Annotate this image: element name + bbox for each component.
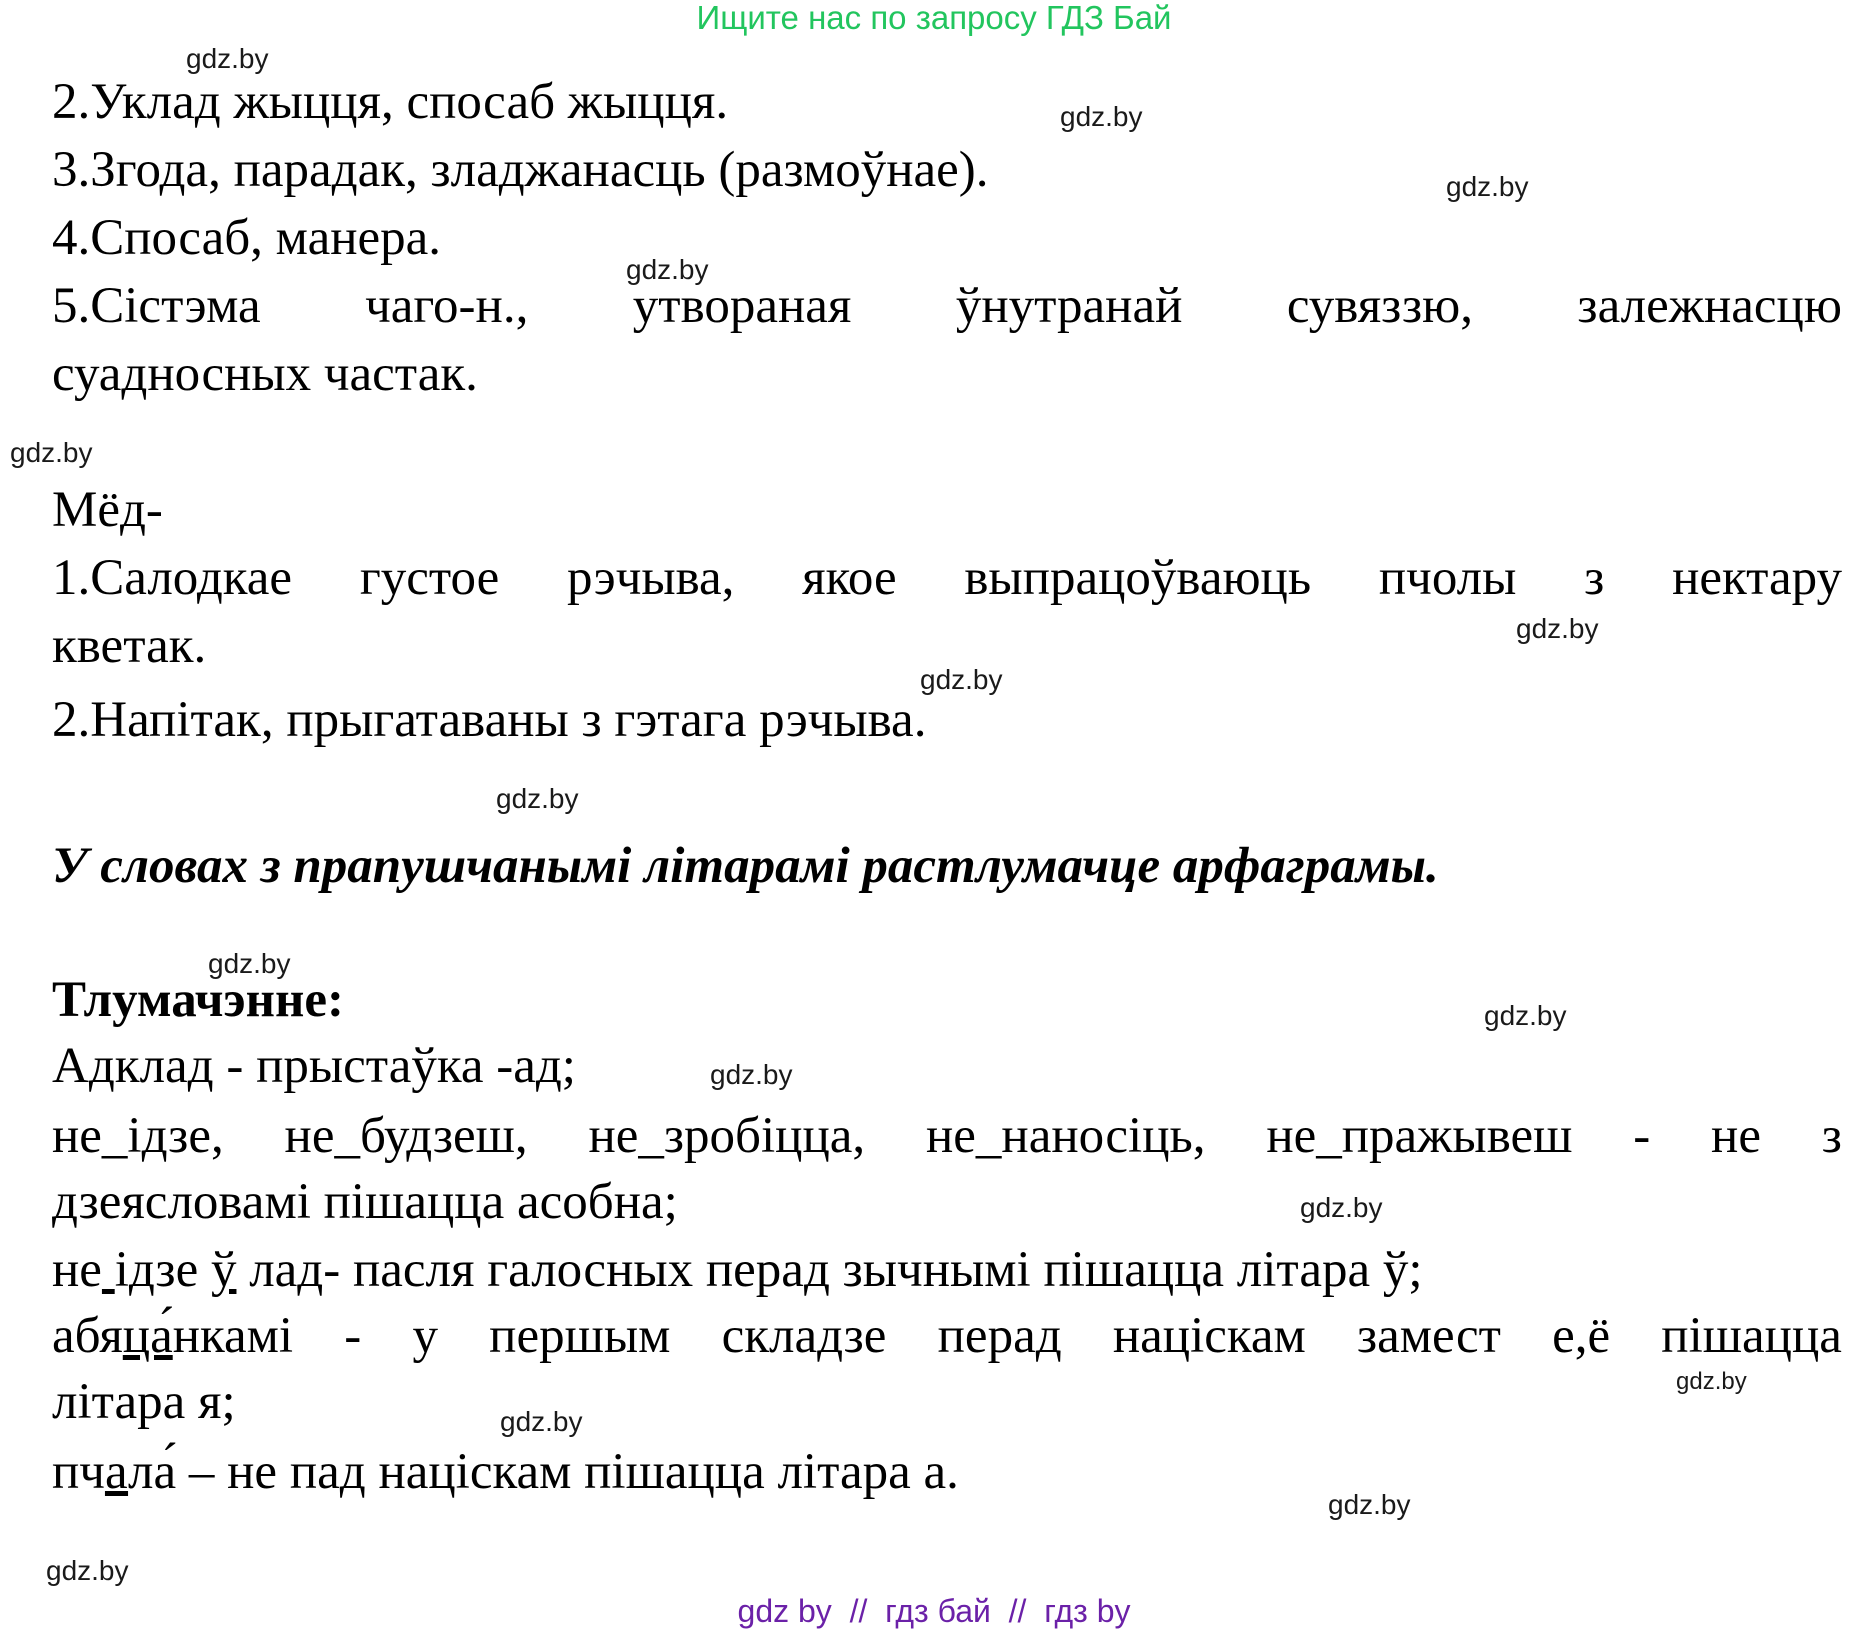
explanation-2: [52, 1106, 1842, 1166]
word: не_пражывеш: [1266, 1108, 1573, 1164]
watermark: gdz.by: [208, 948, 291, 979]
definition-5-continued: суадносных частак.: [52, 346, 478, 402]
watermark: gdz.by: [10, 437, 93, 468]
watermark: gdz.by: [626, 254, 709, 285]
definition-2: 2.Уклад жыцця, спосаб жыцця.: [52, 74, 729, 130]
explanation-4-continued: літара я;: [52, 1374, 236, 1430]
explanation-1: [52, 1036, 1842, 1096]
text: ла́ – не пад націскам пішацца літара а.: [128, 1444, 959, 1500]
word: замест: [1356, 1308, 1501, 1364]
word: 1.Салодкае: [52, 550, 293, 606]
text: не: [52, 1242, 102, 1298]
watermark: gdz.by: [186, 43, 269, 74]
explanation-3: [52, 1240, 1842, 1300]
word: ўнутранай: [955, 278, 1183, 334]
footer-link-gdz-bai[interactable]: гдз бай: [885, 1593, 991, 1629]
word: не_зробіцца,: [588, 1108, 866, 1164]
word: не_наносіць,: [925, 1108, 1206, 1164]
word: складзе: [721, 1308, 887, 1364]
underlined-letter: а: [104, 1444, 129, 1500]
watermark: gdz.by: [500, 1406, 583, 1437]
word: у: [412, 1308, 438, 1364]
watermark: gdz.by: [1060, 101, 1143, 132]
word: перад: [937, 1308, 1062, 1364]
word: не: [1711, 1108, 1761, 1164]
word: [52, 1306, 293, 1366]
footer-links: [0, 1594, 1868, 1628]
underlined-letter: ў: [210, 1242, 237, 1298]
word: -: [344, 1308, 362, 1364]
footer-link-gdz-by[interactable]: gdz by: [737, 1593, 832, 1629]
word: 5.Сістэма: [52, 278, 261, 334]
definition-4: 4.Спосаб, манера.: [52, 210, 442, 266]
text: абя: [52, 1308, 123, 1364]
text: ідзе: [114, 1242, 211, 1298]
task-heading: У словах з прапушчанымі літарамі растлумачце арфаграмы.: [52, 838, 1439, 894]
underlined-letter: д: [88, 1038, 115, 1094]
explanation-title: Тлумачэнне:: [52, 972, 344, 1028]
med-definition-1: [52, 548, 1842, 608]
underlined-space: [102, 1242, 115, 1298]
watermark: gdz.by: [1446, 171, 1529, 202]
watermark: gdz.by: [920, 664, 1003, 695]
text: лад- пасля галосных перад зычнымі пішацца літара ў;: [236, 1242, 1423, 1298]
text: клад - прыстаўка -ад;: [114, 1038, 576, 1094]
watermark: gdz.by: [1300, 1192, 1383, 1223]
word: е,ё: [1552, 1308, 1611, 1364]
word: якое: [802, 550, 897, 606]
word: з: [1821, 1108, 1842, 1164]
word: залежнасцю: [1577, 278, 1842, 334]
word: пчолы: [1378, 550, 1517, 606]
word: сувяззю,: [1286, 278, 1473, 334]
word: -: [1633, 1108, 1651, 1164]
footer-link-gdz-by-cyr[interactable]: гдз by: [1044, 1593, 1131, 1629]
text: нкамі: [172, 1308, 294, 1364]
word: пішацца: [1661, 1308, 1842, 1364]
med-definition-2: 2.Напітак, прыгатаваны з гэтага рэчыва.: [52, 692, 927, 748]
word: нектару: [1672, 550, 1842, 606]
text: А: [52, 1038, 89, 1094]
top-banner: Ищите нас по запросу ГДЗ Бай: [696, 0, 1172, 36]
word: утвораная: [632, 278, 852, 334]
explanation-4: [52, 1306, 1842, 1366]
med-definition-1-continued: кветак.: [52, 618, 207, 674]
definition-5: [52, 276, 1842, 336]
word: націскам: [1112, 1308, 1306, 1364]
watermark: gdz.by: [1484, 1000, 1567, 1031]
footer-separator: //: [831, 1593, 886, 1629]
footer-separator: //: [990, 1593, 1045, 1629]
word: выпрацоўваюць: [964, 550, 1312, 606]
watermark: gdz.by: [46, 1555, 129, 1586]
watermark: gdz.by: [1516, 613, 1599, 644]
word: першым: [489, 1308, 671, 1364]
word: не_будзеш,: [284, 1108, 528, 1164]
explanation-2-continued: дзеясловамі пішацца асобна;: [52, 1174, 678, 1230]
underlined-letter: ца́: [122, 1308, 173, 1364]
word: густое: [359, 550, 500, 606]
explanation-5: [52, 1442, 1842, 1502]
word: чаго-н.,: [365, 278, 529, 334]
watermark: gdz.by: [1676, 1368, 1747, 1395]
watermark: gdz.by: [496, 783, 579, 814]
word: з: [1584, 550, 1605, 606]
watermark: gdz.by: [1328, 1489, 1411, 1520]
word: не_ідзе,: [52, 1108, 224, 1164]
watermark: gdz.by: [710, 1059, 793, 1090]
definition-3: 3.Згода, парадак, зладжанасць (размоўнае).: [52, 142, 989, 198]
word-title-med: Мёд-: [52, 482, 163, 538]
text: пч: [52, 1444, 105, 1500]
word: рэчыва,: [567, 550, 735, 606]
